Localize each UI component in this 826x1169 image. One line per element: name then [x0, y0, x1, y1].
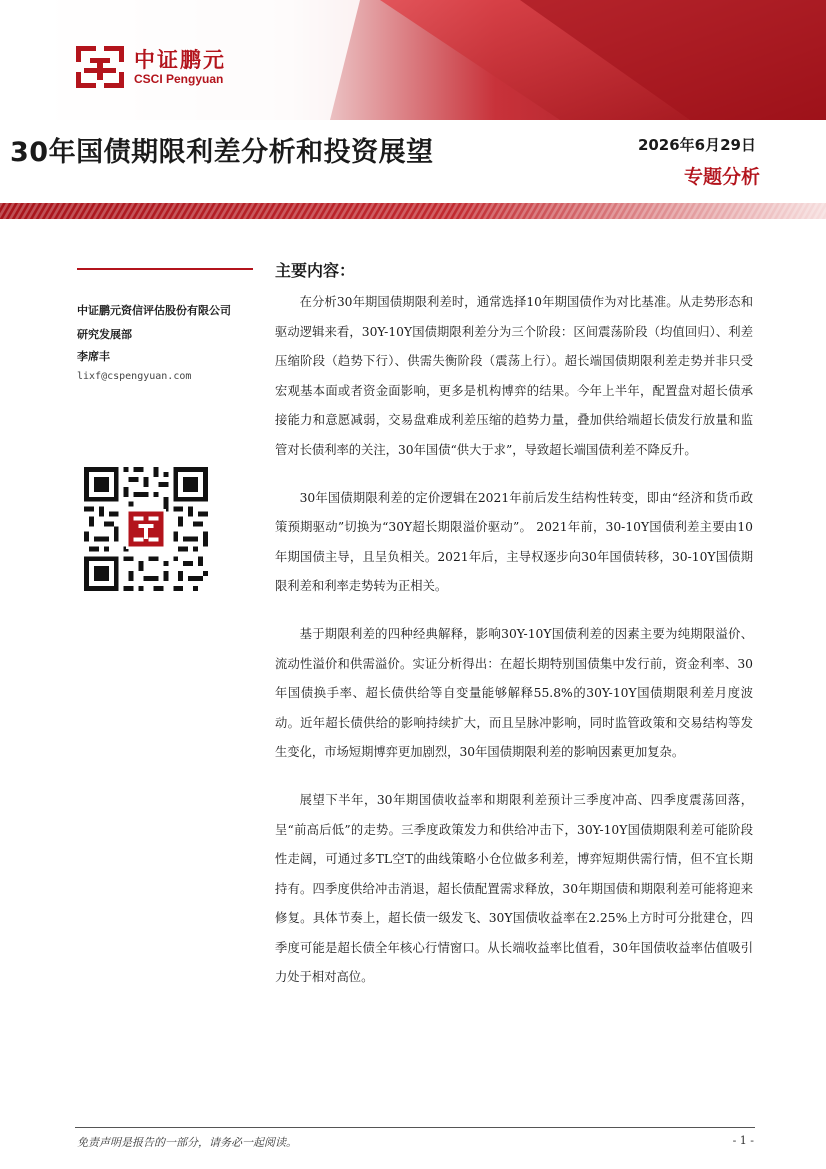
report-type-label: 专题分析 — [683, 166, 760, 188]
brand-logo-icon — [76, 46, 124, 88]
summary-paragraph: 基于期限利差的四种经典解释，影响30Y-10Y国债利差的因素主要为纯期限溢价、流动性溢价和供需溢价。实证分析得出：在超长期特别国债集中发行前，资金利率、30年国债换手率、超长债供给等自变量能够解释55.8%的30Y-10Y国债期限利差月度波动。近年超长债供给的影响持续扩大，而且呈脉冲影响，同时监管政策和交易结构等发生变化，市场短期博弈更加剧烈，30年国债期限利差的影响因素更加复杂。 — [275, 626, 753, 760]
author-name: 李席丰 — [77, 350, 110, 363]
brand-name-en: CSCI Pengyuan — [134, 72, 224, 86]
disclaimer-note: 免责声明是报告的一部分，请务必一起阅读。 — [77, 1136, 297, 1149]
department-name: 研究发展部 — [77, 328, 132, 341]
summary-body — [275, 288, 753, 1011]
summary-paragraph: 在分析30年期国债期限利差时，通常选择10年期国债作为对比基准。从走势形态和驱动逻辑来看，30Y-10Y国债期限利差分为三个阶段：区间震荡阶段（均值回归）、利差压缩阶段（趋势下行）、供需失衡阶段（震荡上行）。超长端国债期限利差走势并非只受宏观基本面或者资金面影响，更多是机构博弈的结果。今年上半年，配置盘对超长债承接能力和意愿减弱，交易盘难成利差压缩的趋势力量，叠加供给端超长债发行放量和监管对长债利率的关注，30年国债“供大于求”，导致超长端国债利差不降反升。 — [275, 295, 753, 457]
title-divider-bar — [0, 203, 826, 219]
report-title: 30年国债期限利差分析和投资展望 — [10, 137, 434, 168]
organization-name: 中证鹏元资信评估股份有限公司 — [77, 304, 231, 317]
left-column-rule — [77, 268, 253, 270]
summary-paragraph: 展望下半年，30年期国债收益率和期限利差预计三季度冲高、四季度震荡回落，呈“前高后低”的走势。三季度政策发力和供给冲击下，30Y-10Y国债期限利差可能阶段性走阔，可通过多TL空T的曲线策略小仓位做多利差，博弈短期供需行情，但不宜长期持有。四季度供给冲击消退，超长债配置需求释放，30年期国债和期限利差可能将迎来修复。具体节奏上，超长债一级发飞、30Y国债收益率在2.25%上方时可分批建仓，四季度可能是超长债全年核心行情窗口。从长端收益率比值看，30年国债收益率估值吸引力处于相对高位。 — [275, 792, 753, 985]
summary-paragraph: 30年国债期限利差的定价逻辑在2021年前后发生结构性转变，即由“经济和货币政策预期驱动”切换为“30Y超长期限溢价驱动”。 2021年前，30-10Y国债利差主要由10年期国债主导，且呈负相关。2021年后，主导权逐步向30年国债转移，30-10Y国债期限利差和利率走势转为正相关。 — [275, 490, 753, 594]
footer-rule — [75, 1127, 755, 1128]
section-heading: 主要内容： — [275, 261, 356, 280]
qr-code-icon — [84, 467, 208, 591]
author-email[interactable]: lixf@cspengyuan.com — [77, 371, 192, 382]
report-date: 2026年6月29日 — [637, 136, 756, 154]
page-number: - 1 - — [732, 1134, 754, 1147]
header-banner — [0, 0, 826, 120]
brand-name-cn: 中证鹏元 — [134, 48, 226, 72]
